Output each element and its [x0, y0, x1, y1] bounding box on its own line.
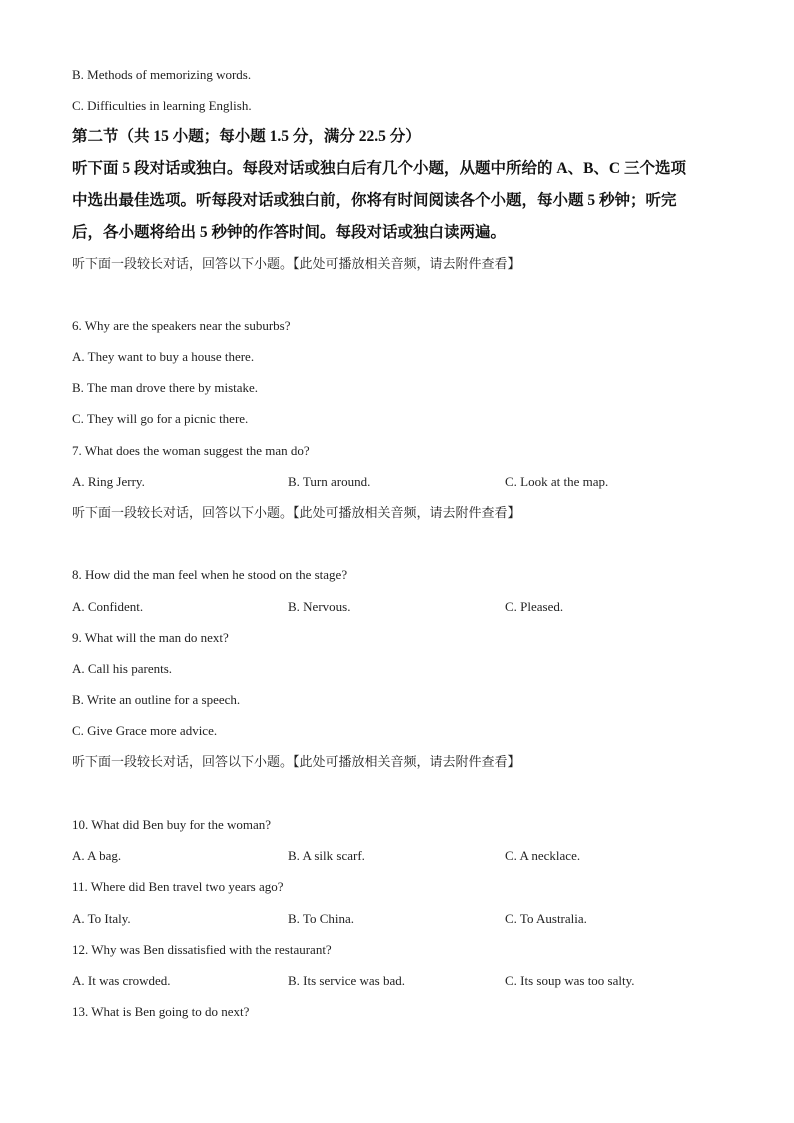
q12-option-a: A. It was crowded.: [72, 973, 171, 988]
q7-option-b: B. Turn around.: [288, 474, 371, 489]
q11-option-c: C. To Australia.: [505, 911, 587, 926]
question-13: 13. What is Ben going to do next?: [72, 1004, 250, 1019]
prev-option-b: B. Methods of memorizing words.: [72, 67, 252, 82]
q8-option-a: A. Confident.: [72, 599, 144, 614]
q7-option-c: C. Look at the map.: [505, 474, 609, 489]
section-instruction-line-1: 听下面 5 段对话或独白。每段对话或独白后有几个小题，从题中所给的 A、B、C 三个选项: [72, 160, 686, 177]
q8-option-c: C. Pleased.: [505, 599, 564, 614]
question-12: 12. Why was Ben dissatisfied with the restaurant?: [72, 942, 332, 957]
section-instruction-line-3: 后，各小题将给出 5 秒钟的作答时间。每段对话或独白读两遍。: [72, 224, 507, 241]
q11-option-a: A. To Italy.: [72, 911, 131, 926]
question-7: 7. What does the woman suggest the man do?: [72, 443, 310, 458]
q12-option-b: B. Its service was bad.: [288, 973, 405, 988]
question-11: 11. Where did Ben travel two years ago?: [72, 879, 284, 894]
q7-option-a: A. Ring Jerry.: [72, 474, 145, 489]
question-6: 6. Why are the speakers near the suburbs?: [72, 318, 291, 333]
audio-note: 听下面一段较长对话，回答以下小题。【此处可播放相关音频，请去附件查看】: [72, 257, 521, 272]
q10-option-a: A. A bag.: [72, 848, 122, 863]
q11-option-b: B. To China.: [288, 911, 355, 926]
q6-option-a: A. They want to buy a house there.: [72, 349, 255, 364]
q6-option-b: B. The man drove there by mistake.: [72, 380, 259, 395]
q9-option-a: A. Call his parents.: [72, 661, 173, 676]
q12-option-c: C. Its soup was too salty.: [505, 973, 635, 988]
q6-option-c: C. They will go for a picnic there.: [72, 411, 249, 426]
question-10: 10. What did Ben buy for the woman?: [72, 817, 272, 832]
q10-option-b: B. A silk scarf.: [288, 848, 365, 863]
audio-note: 听下面一段较长对话，回答以下小题。【此处可播放相关音频，请去附件查看】: [72, 506, 521, 521]
q10-option-c: C. A necklace.: [505, 848, 581, 863]
section-instruction-line-2: 中选出最佳选项。听每段对话或独白前，你将有时间阅读各个小题，每小题 5 秒钟；听完: [72, 192, 677, 209]
prev-option-c: C. Difficulties in learning English.: [72, 98, 252, 113]
audio-note: 听下面一段较长对话，回答以下小题。【此处可播放相关音频，请去附件查看】: [72, 755, 521, 770]
question-9: 9. What will the man do next?: [72, 630, 229, 645]
q8-option-b: B. Nervous.: [288, 599, 351, 614]
section-heading: 第二节（共 15 小题；每小题 1.5 分，满分 22.5 分）: [72, 128, 421, 145]
question-8: 8. How did the man feel when he stood on the stage?: [72, 567, 348, 582]
q9-option-c: C. Give Grace more advice.: [72, 723, 218, 738]
q9-option-b: B. Write an outline for a speech.: [72, 692, 241, 707]
